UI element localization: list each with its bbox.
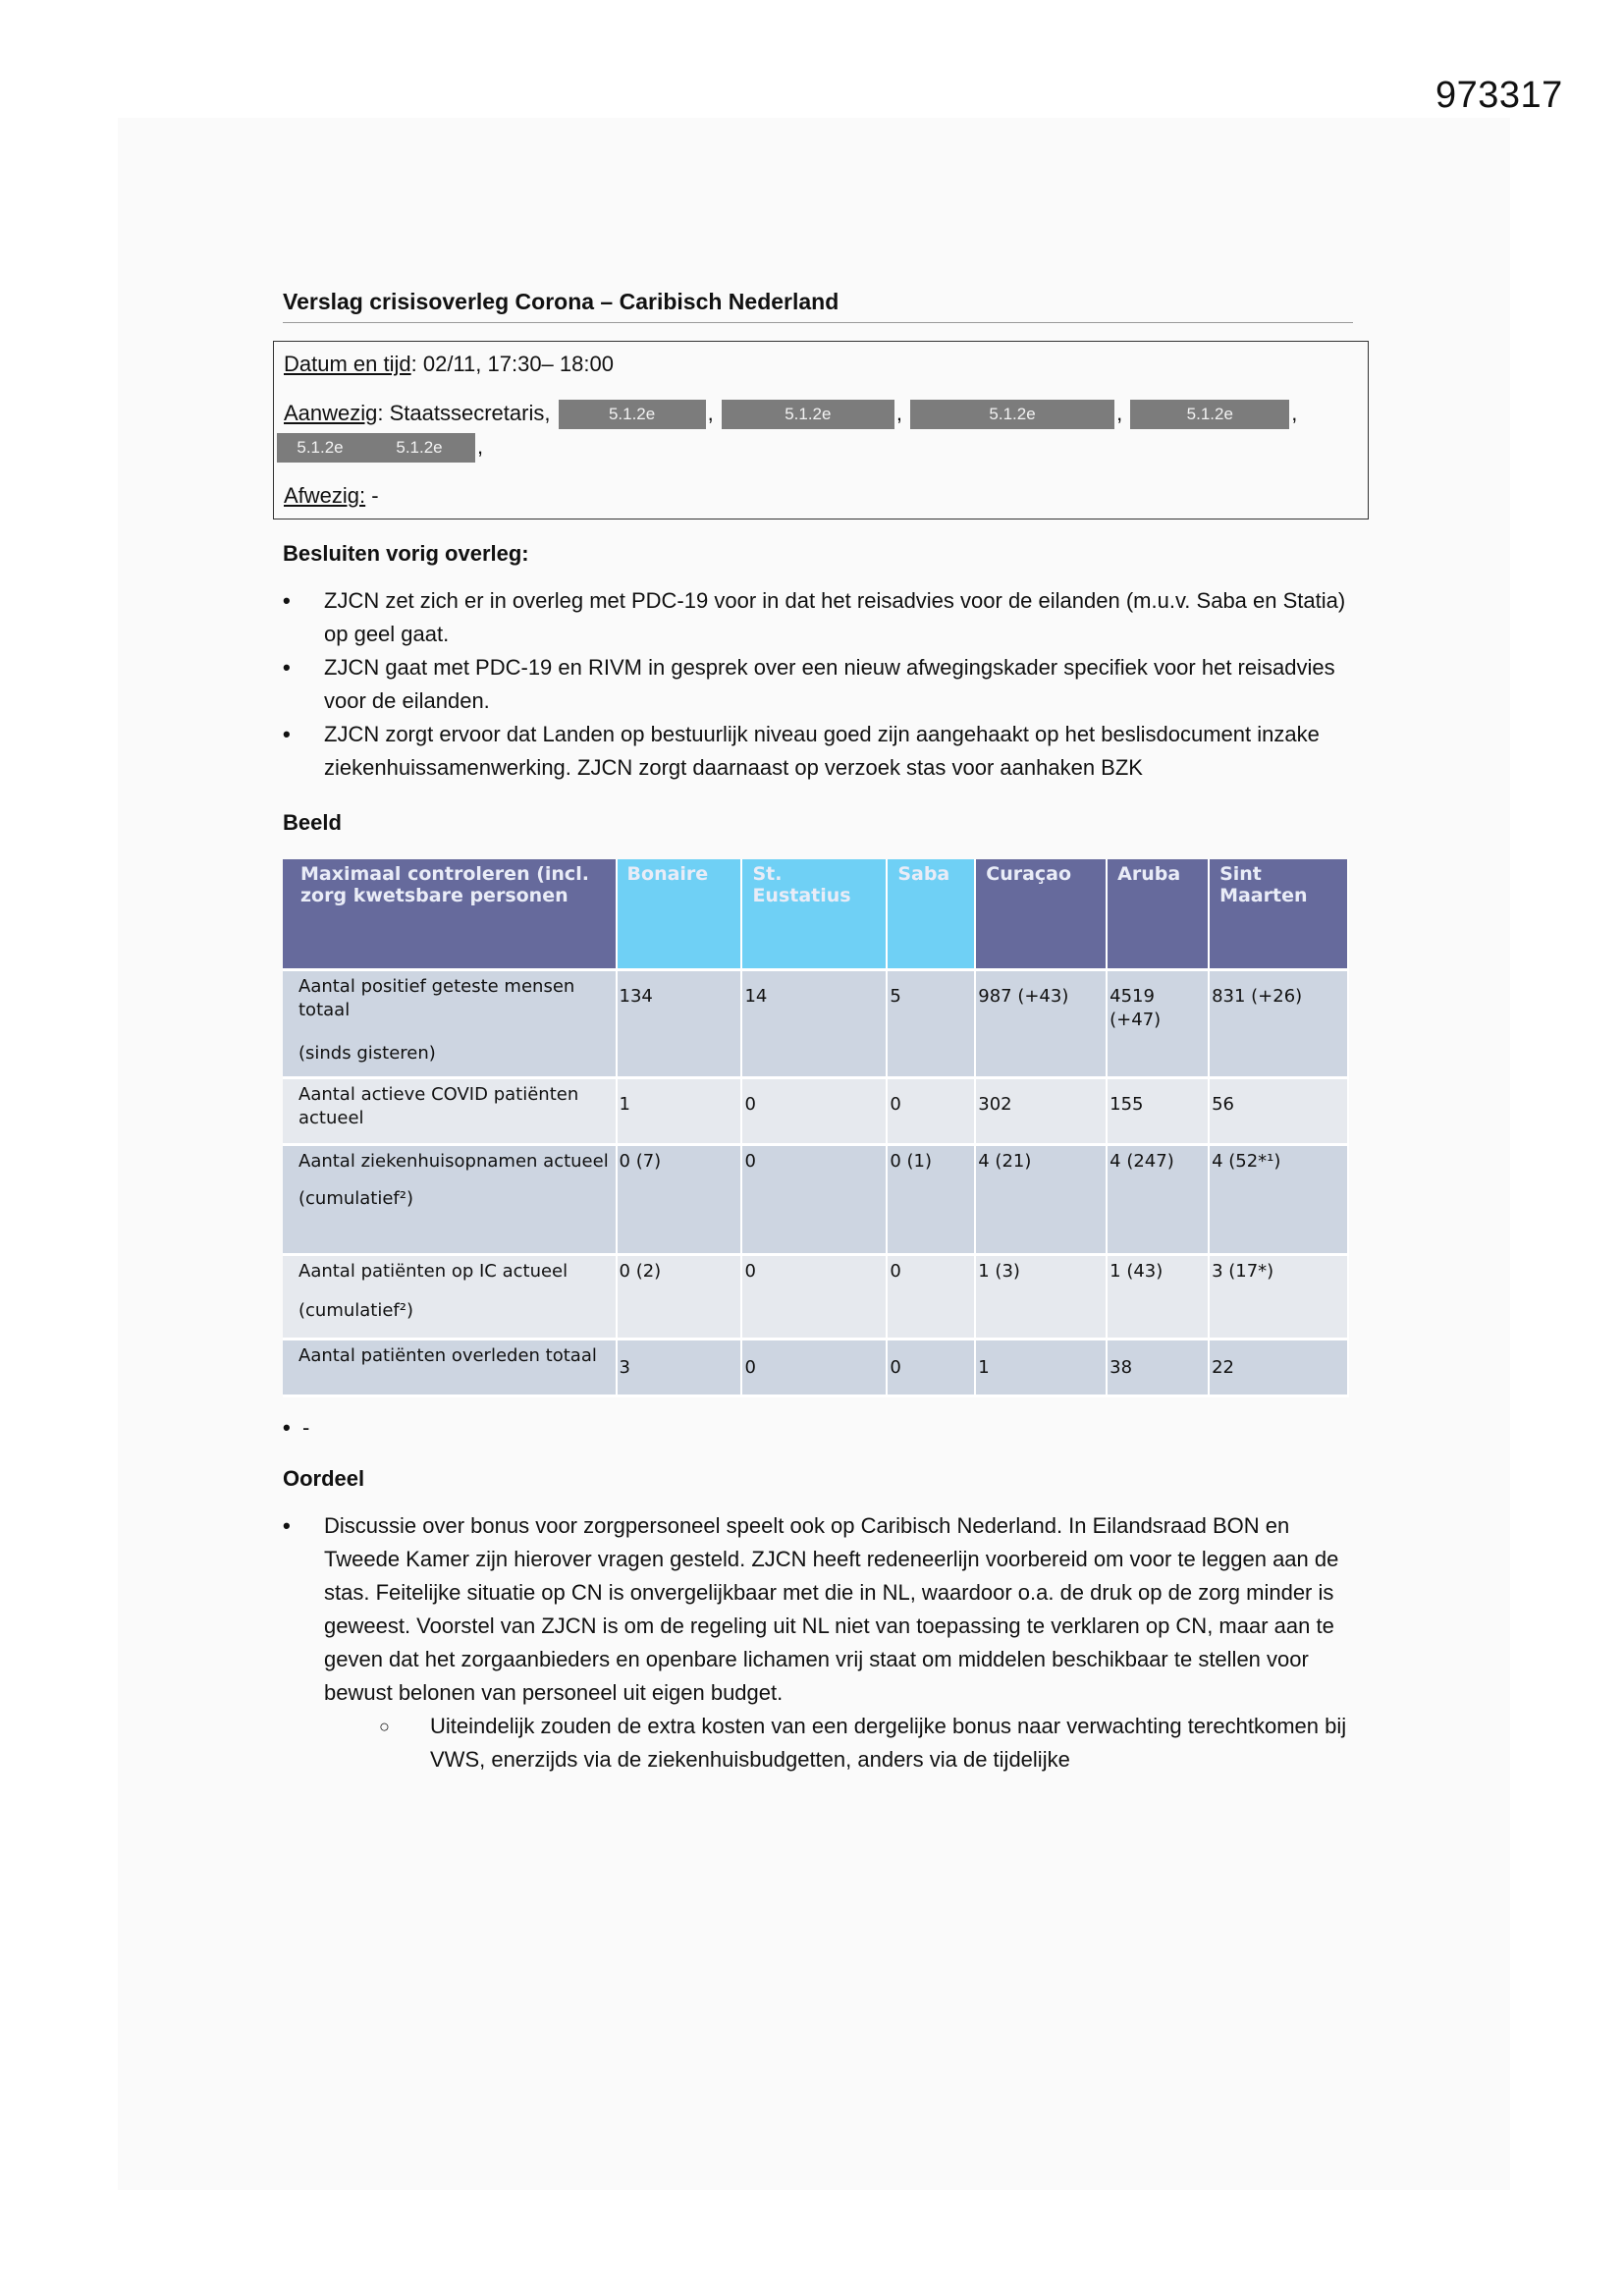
meeting-info-box [273,341,1369,519]
redaction-block: 5.1.2e [559,400,706,429]
table-cell: 302 [975,1077,1107,1144]
row-label [283,969,617,1077]
table-header-cell: Saba [887,859,975,969]
table-cell: 1 [975,1339,1107,1395]
row-label-text: Aantal patiënten op IC actueel [298,1260,568,1282]
list-item-text: ZJCN zorgt ervoor dat Landen op bestuurlijk niveau goed zijn aangehaakt op het beslisdocument inzake ziekenhuissamenwerking. ZJCN zorgt daarnaast op verzoek stas voor aanhaken BZK [324,722,1320,780]
table-cell: 134 [617,969,742,1077]
table-cell: 0 (1) [887,1144,975,1254]
table-cell: 22 [1209,1339,1348,1395]
sub-list-item-text: Uiteindelijk zouden de extra kosten van een dergelijke bonus naar verwachting terechtkomen bij VWS, enerzijds via de ziekenhuisbudgetten, anders via de tijdelijke [430,1713,1347,1772]
table-cell: 38 [1107,1339,1209,1395]
oordeel-heading: Oordeel [283,1465,365,1491]
table-cell: 56 [1209,1077,1348,1144]
present-value: : Staatssecretaris, [377,401,551,425]
table-row [283,1339,1348,1395]
table-header-cell: Curaçao [975,859,1107,969]
table-header-cell: Sint Maarten [1209,859,1348,969]
previous-decisions-heading: Besluiten vorig overleg: [283,541,529,566]
table-header-row [283,859,1348,969]
table-cell: 4 (21) [975,1144,1107,1254]
list-item [283,1411,1353,1445]
present-label: Aanwezig [284,401,378,425]
table-cell: 3 [617,1339,742,1395]
row-label-note: (sinds gisteren) [298,1042,436,1064]
table-row [283,1254,1348,1339]
redaction-block: 5.1.2e [722,400,894,429]
row-label [283,1144,617,1254]
previous-decisions-list [283,584,1353,785]
list-item [283,718,1353,785]
redaction-block: 5.1.2e [363,433,475,463]
date-row [284,348,1358,381]
absent-label: Afwezig: [284,483,366,508]
list-item-text: Discussie over bonus voor zorgpersoneel speelt ook op Caribisch Nederland. In Eilandsraad BON en Tweede Kamer zijn hierover vragen gesteld. ZJCN heeft redeneerlijn voorbereid om voor te leggen aan de stas. Feitelijke situatie op CN is onvergelijkbaar met die in NL, waardoor o.a. de druk op de zorg minder is geweest. Voorstel van ZJCN is om de regeling uit NL niet van toepassing te verklaren op CN, maar aan te geven dat het zorgaanbieders en openbare lichamen vrij staat om middelen beschikbaar te stellen voor bewust belonen van personeel uit eigen budget. [324,1512,1339,1705]
table-header-cell: Aruba [1107,859,1209,969]
table-row [283,1077,1348,1144]
row-label [283,1254,617,1339]
table-cell: 0 (2) [617,1254,742,1339]
table-cell: 987 (+43) [975,969,1107,1077]
table-cell: 5 [887,969,975,1077]
document-content [283,285,1353,1777]
table-row [283,969,1348,1077]
row-label-note: (cumulatief²) [298,1299,414,1321]
table-cell: 155 [1107,1077,1209,1144]
list-item [283,584,1353,651]
table-cell: 0 [741,1077,887,1144]
table-cell: 0 (7) [617,1144,742,1254]
list-item [283,651,1353,718]
row-label: Aantal actieve COVID patiënten actueel [283,1077,617,1144]
beeld-heading: Beeld [283,810,342,835]
table-cell: 0 [741,1254,887,1339]
list-item-text: - [302,1414,310,1440]
absent-value: - [365,483,379,508]
table-header-cell: Maximaal controleren (incl. zorg kwetsbare personen [283,859,617,969]
table-row [283,1144,1348,1254]
table-cell: 14 [741,969,887,1077]
redaction-block: 5.1.2e [277,433,363,463]
table-cell: 0 [741,1144,887,1254]
beeld-after-list [283,1411,1353,1445]
row-label-text: Aantal positief geteste mensen totaal [298,975,575,1020]
table-cell: 0 [741,1339,887,1395]
list-item-text: ZJCN zet zich er in overleg met PDC-19 voor in dat het reisadvies voor de eilanden (m.u.v. Saba en Statia) op geel gaat. [324,588,1346,646]
table-cell: 831 (+26) [1209,969,1348,1077]
document-title: Verslag crisisoverleg Corona – Caribisch Nederland [283,285,1353,323]
table-header-cell: Bonaire [617,859,742,969]
document-number: 973317 [1435,75,1563,116]
table-cell: 4 (52*¹) [1209,1144,1348,1254]
table-cell: 1 (43) [1107,1254,1209,1339]
date-label: Datum en tijd [284,352,411,376]
redaction-block: 5.1.2e [1130,400,1289,429]
list-item-text: ZJCN gaat met PDC-19 en RIVM in gesprek over een nieuw afwegingskader specifiek voor het reisadvies voor de eilanden. [324,655,1335,713]
oordeel-sublist [324,1710,1353,1777]
row-label-text: Aantal ziekenhuisopnamen actueel [298,1150,609,1172]
table-cell: 4 (247) [1107,1144,1209,1254]
row-label-note: (cumulatief²) [298,1187,414,1209]
present-row: Aanwezig: Staatssecretaris, 5.1.2e , 5.1.2e , 5.1.2e , 5.1.2e , 5.1.2e 5.1.2e , [284,397,1358,464]
date-value: : 02/11, 17:30– 18:00 [410,352,614,376]
table-header-cell: St. Eustatius [741,859,887,969]
table-cell: 0 [887,1254,975,1339]
table-cell: 4519 (+47) [1107,969,1209,1077]
redaction-block: 5.1.2e [910,400,1114,429]
absent-row [284,479,1358,513]
table-cell: 0 [887,1339,975,1395]
covid-data-table [283,859,1349,1397]
oordeel-list [283,1509,1353,1777]
row-label: Aantal patiënten overleden totaal [283,1339,617,1395]
list-item [283,1509,1353,1777]
table-cell: 0 [887,1077,975,1144]
table-cell: 1 [617,1077,742,1144]
table-cell: 3 (17*) [1209,1254,1348,1339]
sub-list-item [379,1710,1353,1777]
table-cell: 1 (3) [975,1254,1107,1339]
